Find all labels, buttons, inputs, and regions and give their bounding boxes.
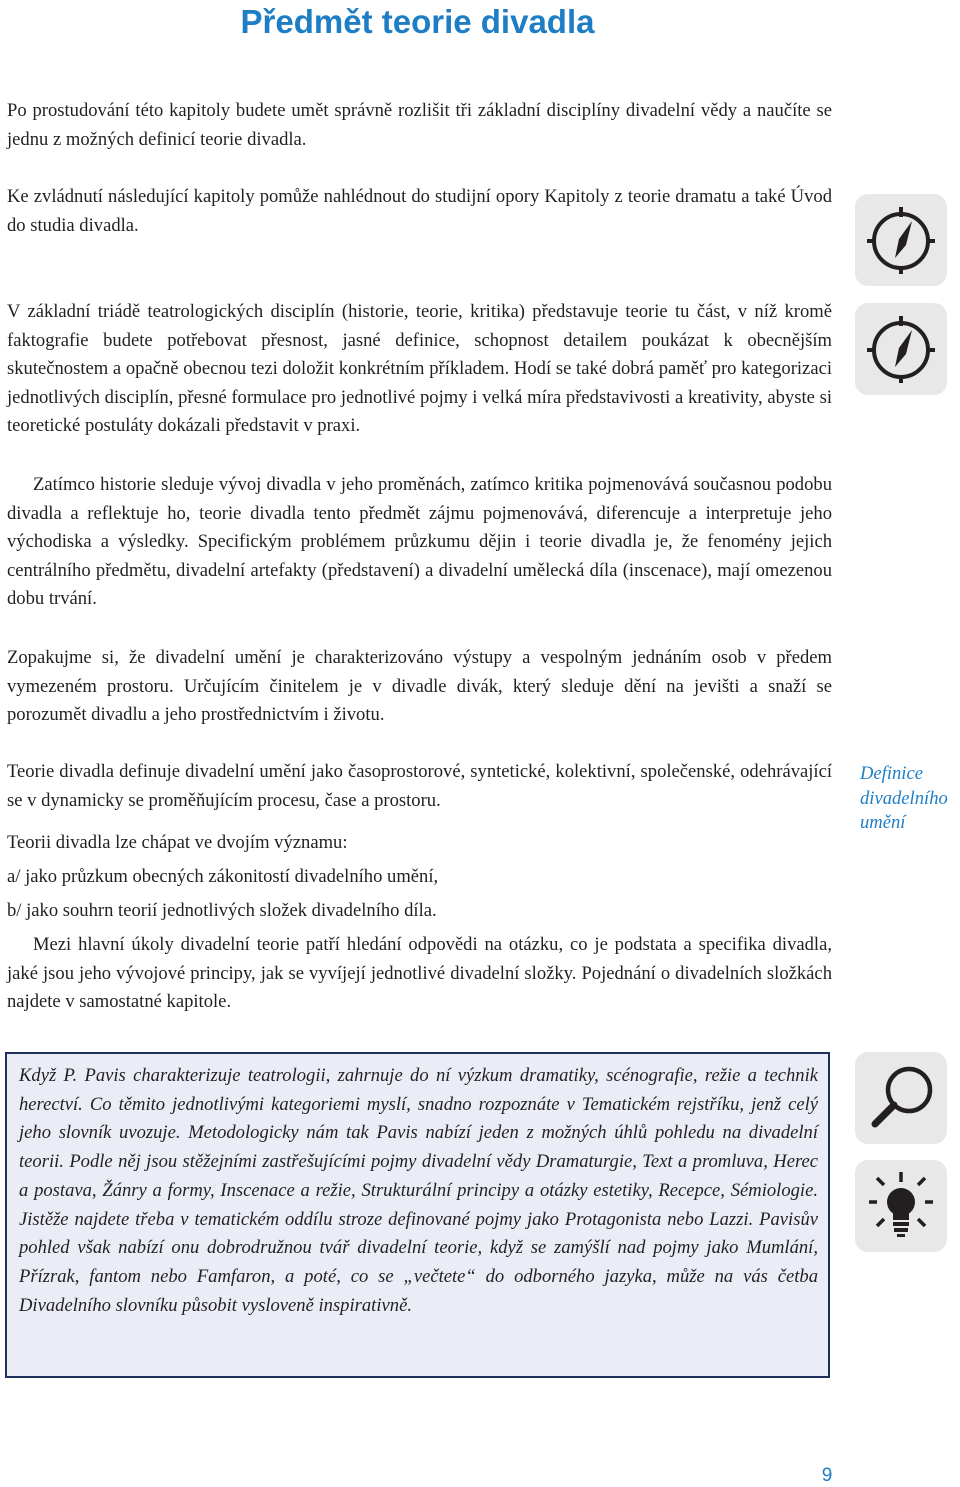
definition-paragraph: Teorie divadla definuje divadelní umění jako časoprostorové, syntetické, kolektivní, společenské, odehrávající se v dynamicky se proměňujícím procesu, čase a prostoru.	[7, 761, 832, 811]
triad-paragraph: V základní triádě teatrologických disciplín (historie, teorie, kritika) představuje teorie tu část, v níž kromě faktografie budete potřebovat přesnost, jasné definice, schopnost detailem poukázat k obecnějším skutečnostem a opačně obecnou tezi doložit konkrétním příkladem. Hodí se také dobrá paměť pro kategorizaci jednotlivých disciplín, přesné formulace pro jednotlivé pojmy i velká míra představivosti a kreativity, abyste si teoretické postuláty dokázali představit v praxi.	[7, 301, 832, 437]
page-title: Předmět teorie divadla	[0, 0, 835, 43]
intro-paragraph: Po prostudování této kapitoly budete umět správně rozlišit tři základní disciplíny divadelní vědy a naučíte se jednu z možných definicí teorie divadla.	[7, 100, 832, 150]
prerequisite-paragraph: Ke zvládnutí následující kapitoly pomůže nahlédnout do studijní opory Kapitoly z teorie dramatu a také Úvod do studia divadla.	[7, 186, 832, 236]
history-paragraph: Zatímco historie sleduje vývoj divadla v jeho proměnách, zatímco kritika pojmenovává současnou podobu divadla a reflektuje ho, teorie divadla tento předmět zájmu pojmenovává, diferencuje a interpretuje jeho východiska a výsledky. Specifickým problémem průzkumu dějin i teorie divadla je, že fenomény jejich centrálního předmětu, divadelní artefakty (představení) a divadelní umělecká díla (inscenace), mají omezenou dobu trvání.	[7, 474, 832, 610]
dual-meaning-paragraph: Teorii divadla lze chápat ve dvojím významu:	[7, 832, 348, 853]
compass-icon	[855, 194, 947, 286]
box-text: Když P. Pavis charakterizuje teatrologii, zahrnuje do ní výzkum dramatiky, scénografie, režie a technik herectví. Co těmito jednotlivými kategoriemi myslí, snadno rozpoznáte v Tematickém rejstříku, jenž celý jeho slovník uvozuje. Metodologicky nám tak Pavis nabízí jeden z možných úhlů pohledu na divadelní teorii. Podle něj jsou stěžejními zastřešujícími pojmy divadelní vědy Dramaturgie, Text a promluva, Herec a postava, Žánry a formy, Inscenace a režie, Strukturální principy a otázky estetiky, Recepce, Sémiologie. Jistěže najdete třeba v tematickém oddílu stroze definované pojmy jako Protagonista nebo Lazzi. Pavisův pohled však nabízí onu dobrodružnou tvář divadelní teorie, když se zamýšlí nad pojmy jako Mumlání, Přízrak, fantom nebo Famfaron, a poté, co se „večtete“ do odborného jazyka, může na vás četba Divadelního slovníku působit vysloveně inspirativně.	[19, 1065, 818, 1316]
magnifier-icon	[855, 1052, 947, 1144]
compass-icon	[855, 303, 947, 395]
recap-paragraph: Zopakujme si, že divadelní umění je charakterizováno výstupy a vespolným jednáním osob v předem vymezeném prostoru. Určujícím činitelem je v divadle divák, který sleduje dění na jevišti a snaží se porozumět divadlu a jeho prostřednictvím i životu.	[7, 647, 832, 726]
margin-note-definition: Definice divadelního umění	[860, 763, 948, 833]
tasks-paragraph: Mezi hlavní úkoly divadelní teorie patří hledání odpovědi na otázku, co je podstata a specifika divadla, jaké jsou jeho vývojové principy, jak se vyvíjejí jednotlivé divadelní složky. Pojednání o divadelních složkách najdete v samostatné kapitole.	[7, 934, 832, 1013]
lightbulb-icon	[855, 1160, 947, 1252]
meaning-b-item: b/ jako souhrn teorií jednotlivých složek divadelního díla.	[7, 900, 437, 921]
quote-box	[5, 1052, 830, 1378]
page-number: 9	[821, 1465, 833, 1486]
meaning-a-item: a/ jako průzkum obecných zákonitostí divadelního umění,	[7, 866, 439, 887]
